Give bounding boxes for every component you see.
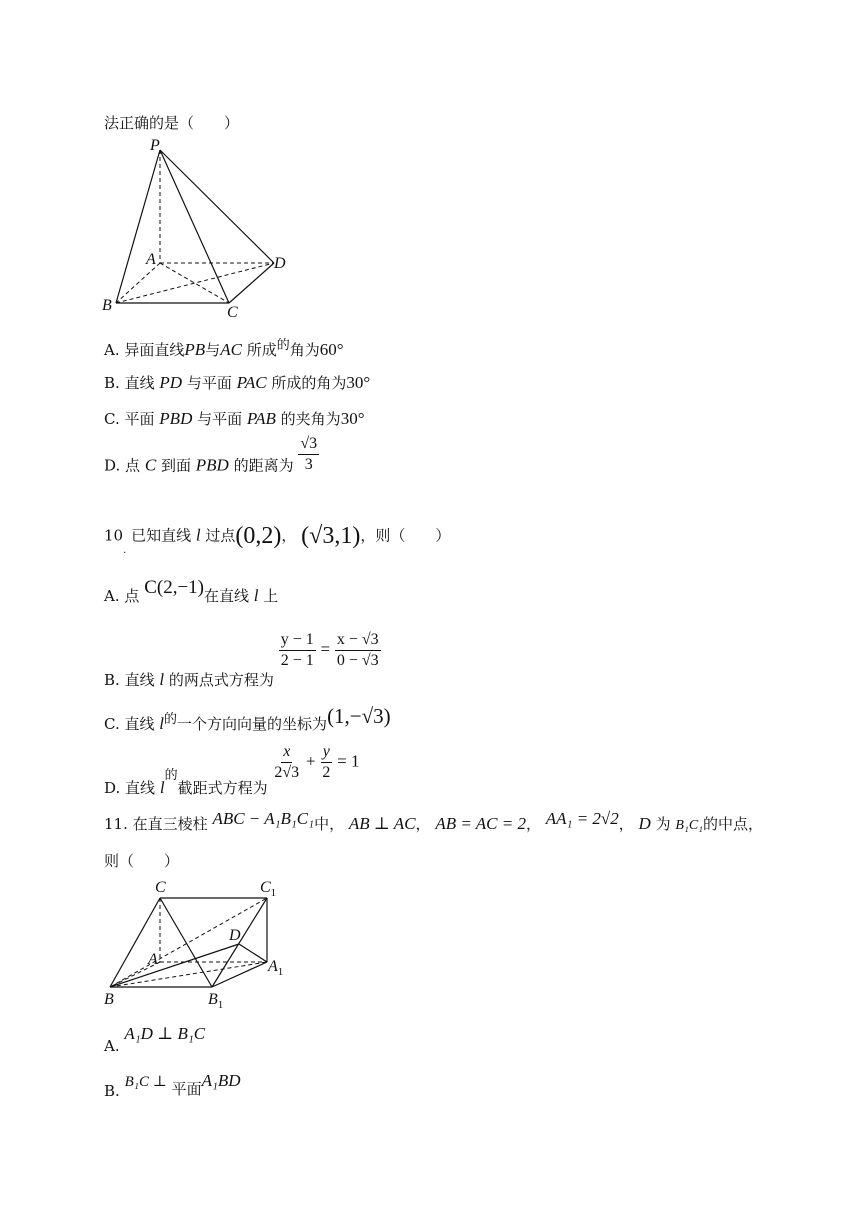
q11-option-a[interactable]: A. A₁D ⊥ B₁C: [104, 1024, 206, 1055]
two-point-lhs: $\frac{y - 1}{2 - 1}$: [280, 631, 314, 669]
segment-BD: [110, 944, 239, 987]
q9-option-c[interactable]: C. 平面 PBD 与平面 PAB 的夹角为30°: [104, 409, 365, 428]
edge-BD-dashed: [116, 263, 274, 303]
prism-figure: [96, 874, 296, 1009]
q9-option-a[interactable]: A. 异面直线PB与AC 所成$^的$角为60°: [104, 338, 344, 359]
q9-option-d[interactable]: D. 点 C 到面 PBD 的距离为 $\frac{√3}{3}$: [104, 435, 318, 475]
edge-PC: [160, 150, 229, 303]
label-C: C: [155, 879, 166, 896]
q9-option-b[interactable]: B. 直线 PD 与平面 PAC 所成的角为30°: [104, 373, 371, 392]
q11-stem: 11. 在直三棱柱 ABC − A₁B₁C₁中， AB ⊥ AC， AB = AC = 2， AA₁ = 2√2， D 为 B₁C₁的中点，: [104, 809, 764, 833]
two-point-rhs: $\frac{x - √3}{0 - √3}$: [336, 631, 379, 669]
edge-CD: [229, 263, 274, 303]
q11-option-b[interactable]: B. B₁C ⊥ 平面A₁BD: [104, 1071, 241, 1100]
pyramid-figure: [96, 134, 296, 319]
q10-option-b[interactable]: B. 直线 l 的两点式方程为 $\frac{y - 1}{2 - 1}$ = $\frac{x - √3}{0 - √3}$: [104, 631, 379, 689]
label-B1: $B_1$: [208, 991, 224, 1009]
segment-BA1-dashed: [110, 962, 267, 987]
intercept-y-term: $\frac{y}{2}$: [322, 743, 331, 781]
distance-fraction: $\frac{√3}{3}$: [300, 435, 318, 473]
intercept-x-term: $\frac{x}{2√3}$: [274, 743, 300, 781]
label-A: A: [146, 251, 156, 268]
label-C1: $C_1$: [260, 879, 277, 899]
edge-CB: [110, 898, 160, 987]
q10-stem: $10_.$ 已知直线 l 过点(0,2)， (√3,1)，则（ ）: [104, 523, 451, 556]
label-D: D: [274, 255, 286, 272]
q10-option-d[interactable]: D. 直线 $l^的$截距式方程为 $\frac{x}{2√3}$ + $\frac{y}{2}$ = 1: [104, 743, 360, 797]
edge-AC-dashed: [160, 263, 229, 303]
label-P: P: [150, 137, 160, 154]
label-C: C: [227, 304, 238, 319]
label-B: B: [104, 991, 114, 1008]
edge-CB1: [160, 898, 212, 987]
q11-stem-line2: 则（ ）: [104, 852, 180, 870]
edge-PB: [116, 150, 160, 303]
segment-DA1: [239, 944, 267, 962]
label-B: B: [102, 297, 112, 314]
label-A: A: [148, 951, 158, 968]
q10-option-c[interactable]: C. 直线 $l^的$一个方向向量的坐标为(1,−√3): [104, 704, 391, 733]
segment-BC1-dashed: [110, 898, 267, 987]
label-A1: $A_1$: [268, 958, 284, 978]
question-stem-continuation: 法正确的是（ ）: [104, 114, 240, 132]
q10-option-a[interactable]: A. 点 C(2,−1)在直线 l 上: [104, 577, 279, 605]
label-D: D: [229, 927, 241, 944]
edge-PD: [160, 150, 274, 263]
